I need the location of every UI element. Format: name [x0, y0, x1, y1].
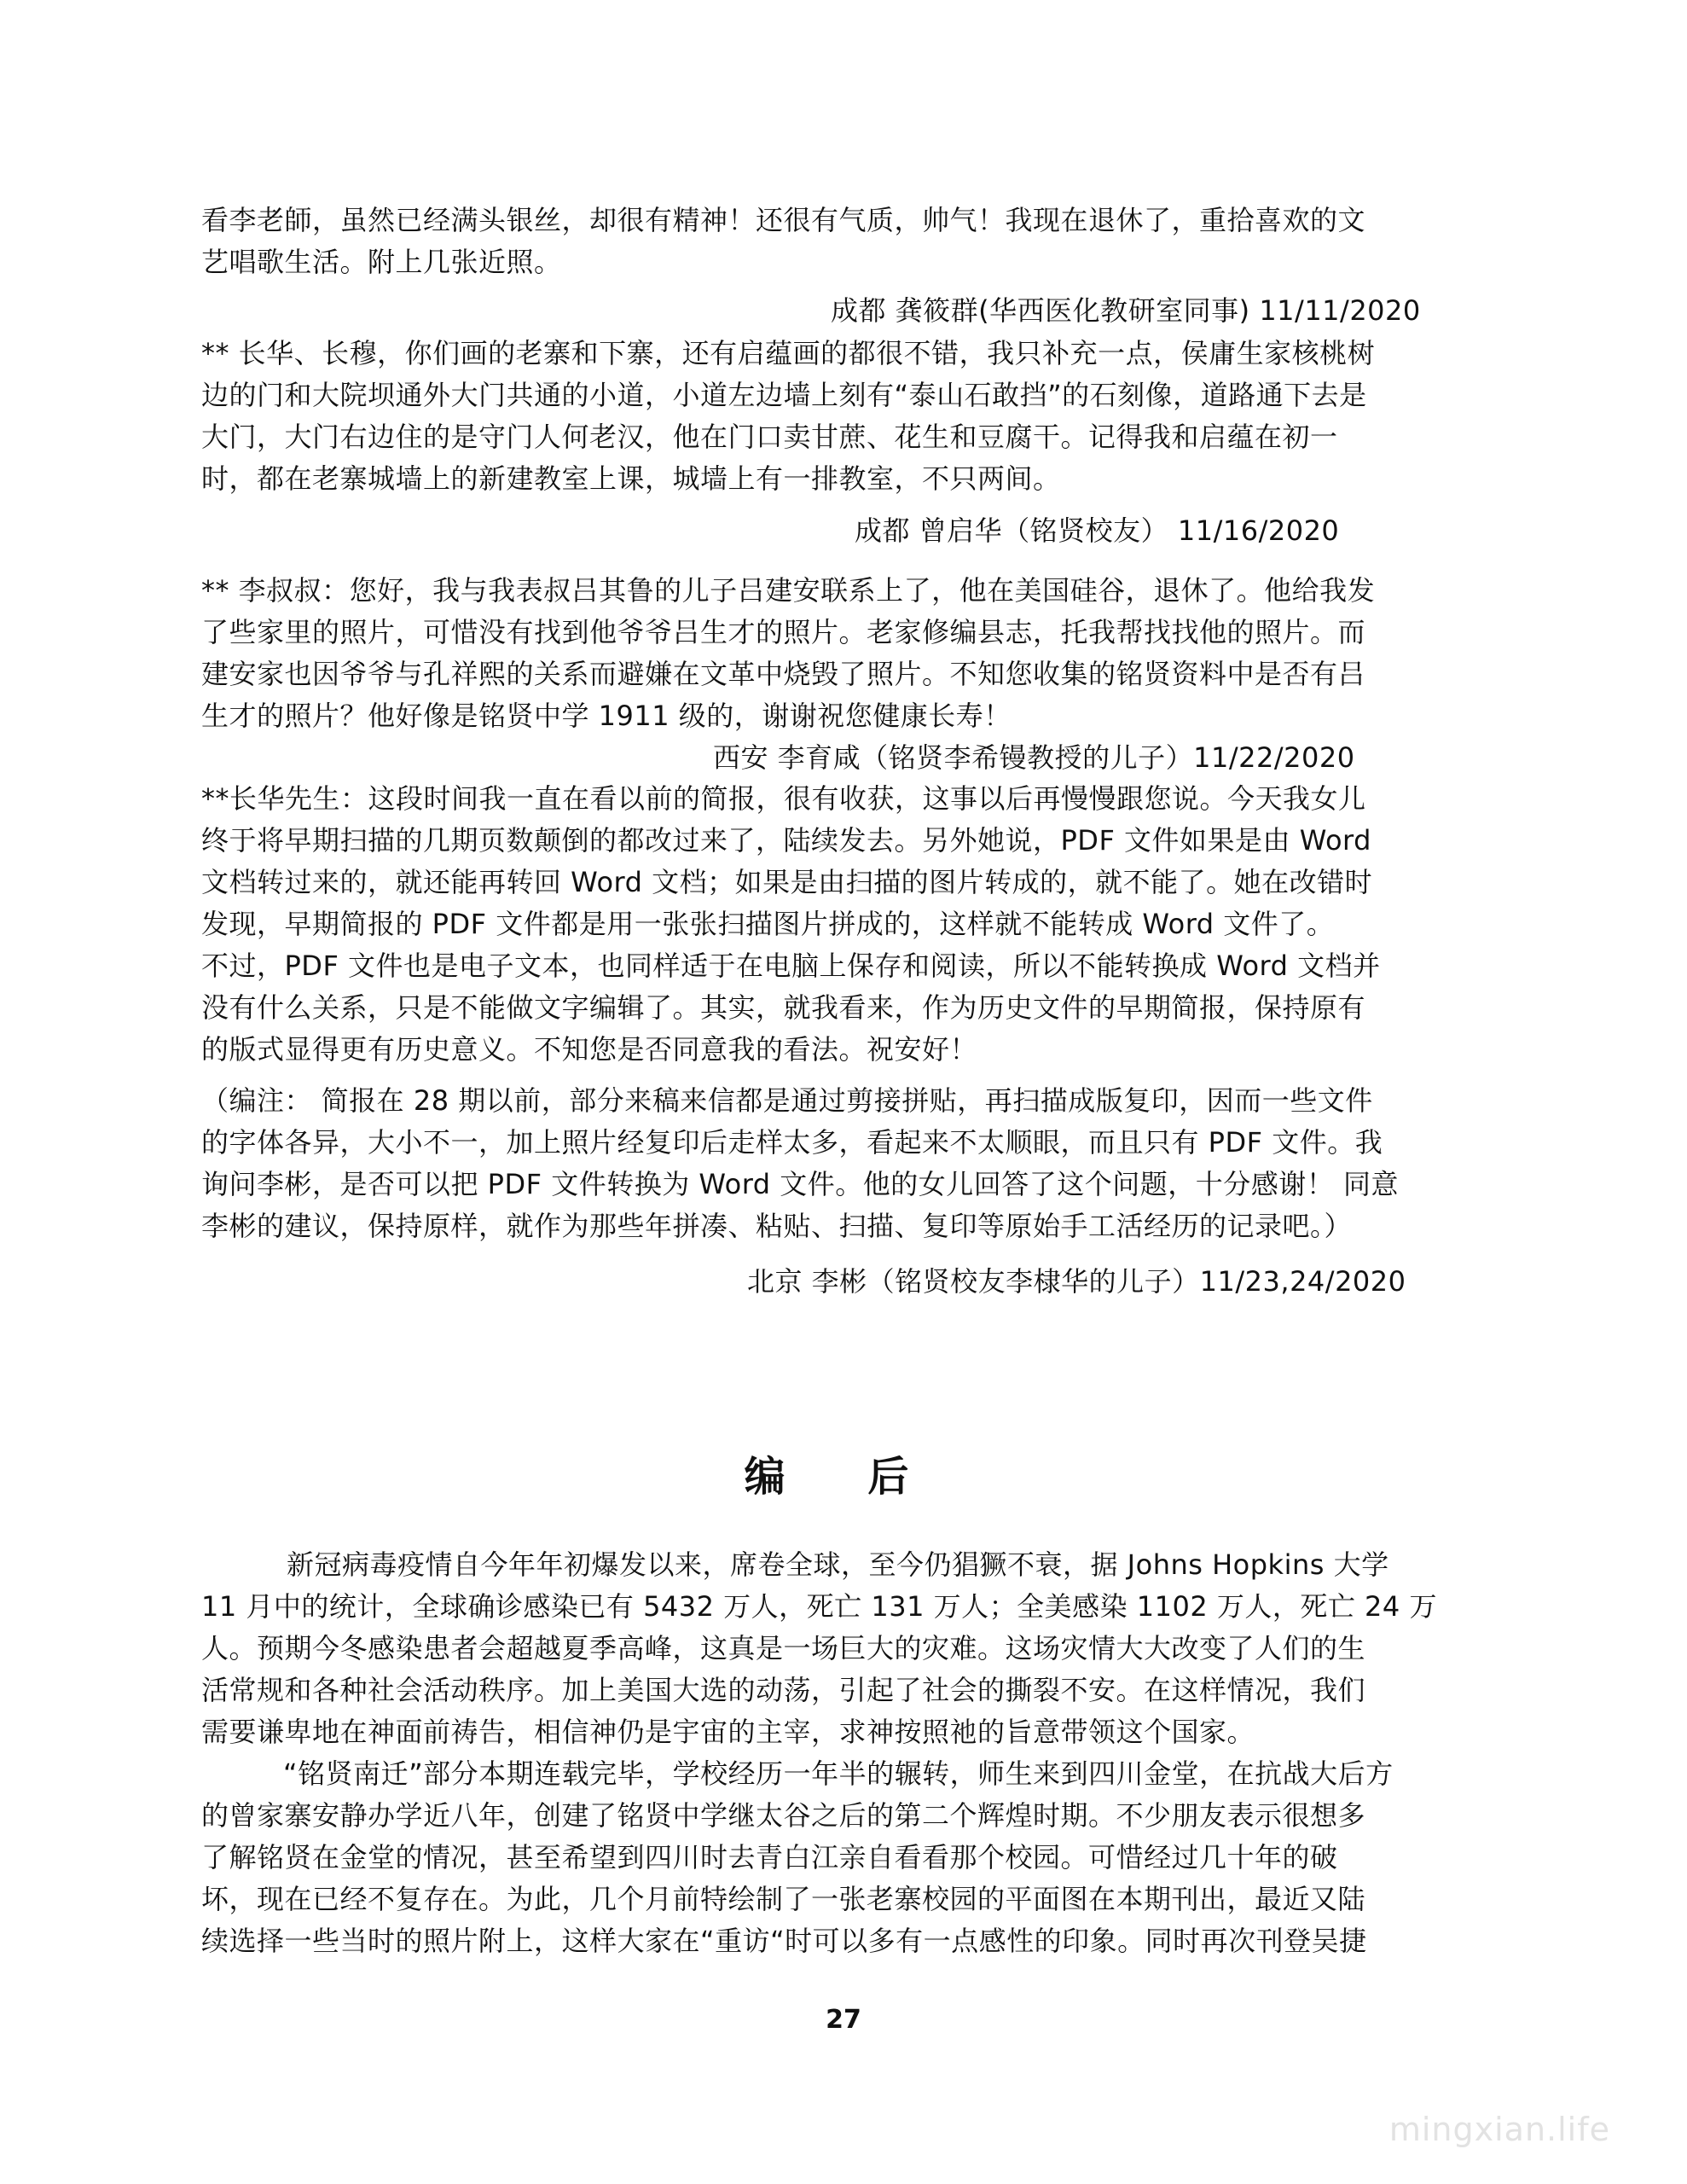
afterword-line: 了解铭贤在金堂的情况，甚至希望到四川时去青白江亲自看看那个校园。可惜经过几十年的破 [201, 1841, 1338, 1873]
afterword-body [201, 1544, 1481, 1962]
letter-4-body [201, 778, 1481, 1071]
afterword-title: 编 后 [744, 1453, 943, 1501]
letter-4-line: 文档转过来的，就还能再转回 Word 文档；如果是由扫描的图片转成的，就不能了。她在改错时 [201, 866, 1373, 898]
afterword-line: 的曾家寨安静办学近八年，创建了铭贤中学继太谷之后的第二个辉煌时期。不少朋友表示很想多 [201, 1799, 1366, 1832]
afterword-line: 人。预期今冬感染患者会超越夏季高峰，这真是一场巨大的灾难。这场灾情大大改变了人们的生 [201, 1632, 1366, 1664]
afterword-line: 新冠病毒疫情自今年年初爆发以来，席卷全球，至今仍猖獗不衰，据 Johns Hopkins 大学 [287, 1548, 1389, 1581]
afterword-line: 续选择一些当时的照片附上，这样大家在“重访“时可以多有一点感性的印象。同时再次刊登吴捷 [201, 1925, 1367, 1957]
editor-note-line: 李彬的建议，保持原样，就作为那些年拼凑、粘贴、扫描、复印等原始手工活经历的记录吧。） [201, 1210, 1353, 1242]
editor-note-line: 询问李彬，是否可以把 PDF 文件转换为 Word 文件。他的女儿回答了这个问题，十分感谢！ 同意 [201, 1168, 1399, 1200]
letter-4-line: 不过，PDF 文件也是电子文本，也同样适于在电脑上保存和阅读，所以不能转换成 Word 文档并 [201, 950, 1381, 982]
letter-2-line: 边的门和大院坝通外大门共通的小道，小道左边墙上刻有“泰山石敢挡”的石刻像，道路通下去是 [201, 379, 1367, 411]
afterword-line: “铭贤南迁”部分本期连载完毕，学校经历一年半的辗转，师生来到四川金堂，在抗战大后方 [283, 1757, 1394, 1790]
letter-4-line: 发现，早期简报的 PDF 文件都是用一张张扫描图片拼成的，这样就不能转成 Word 文件了。 [201, 908, 1335, 940]
letter-4-line: **长华先生：这段时间我一直在看以前的简报，很有收获，这事以后再慢慢跟您说。今天我女儿 [201, 782, 1366, 815]
watermark: mingxian.life [1388, 2111, 1610, 2148]
letter-2-signature: 成都 曾启华（铭贤校友） 11/16/2020 [855, 514, 1340, 547]
afterword-line: 活常规和各种社会活动秩序。加上美国大选的动荡，引起了社会的撕裂不安。在这样情况，我们 [201, 1674, 1366, 1706]
editor-note [201, 1080, 1498, 1247]
letter-3-line: 生才的照片？他好像是铭贤中学 1911 级的，谢谢祝您健康长寿！ [201, 700, 1012, 732]
editor-note-line: （编注： 简报在 28 期以前，部分来稿来信都是通过剪接拼贴，再扫描成版复印，因而一些文件 [201, 1084, 1373, 1117]
letter-1-line: 艺唱歌生活。附上几张近照。 [201, 246, 562, 278]
afterword-line: 坏，现在已经不复存在。为此，几个月前特绘制了一张老寨校园的平面图在本期刊出，最近又陆 [201, 1883, 1366, 1915]
letter-4-line: 的版式显得更有历史意义。不知您是否同意我的看法。祝安好！ [201, 1033, 978, 1066]
letter-3-line: ** 李叔叔：您好，我与我表叔吕其鲁的儿子吕建安联系上了，他在美国硅谷，退休了。他给我发 [201, 574, 1376, 607]
afterword-line: 需要谦卑地在神面前祷告，相信神仍是宇宙的主宰，求神按照祂的旨意带领这个国家。 [201, 1716, 1255, 1748]
letter-3-signature: 西安 李育咸（铭贤李希镘教授的儿子）11/22/2020 [713, 741, 1355, 774]
letter-1-body [201, 200, 1481, 283]
letter-3-line: 了些家里的照片，可惜没有找到他爷爷吕生才的照片。老家修编县志，托我帮找找他的照片。而 [201, 616, 1366, 648]
letter-1-line: 看李老師，虽然已经满头银丝，却很有精神！还很有气质，帅气！我现在退休了，重拾喜欢的文 [201, 204, 1366, 236]
letter-2-line: 大门，大门右边住的是守门人何老汉，他在门口卖甘蔗、花生和豆腐干。记得我和启蕴在初一 [201, 421, 1338, 453]
letter-3-line: 建安家也因爷爷与孔祥熙的关系而避嫌在文革中烧毁了照片。不知您收集的铭贤资料中是否有吕 [201, 658, 1366, 690]
page-number: 27 [826, 2005, 861, 2035]
letter-4-line: 终于将早期扫描的几期页数颠倒的都改过来了，陆续发去。另外她说，PDF 文件如果是由 Word [201, 824, 1371, 857]
letter-2-body [201, 333, 1481, 500]
letter-2-line: 时，都在老寨城墙上的新建教室上课，城墙上有一排教室，不只两间。 [201, 462, 1061, 495]
letter-2-line: ** 长华、长穆，你们画的老寨和下寨，还有启蕴画的都很不错，我只补充一点，侯庸生家核桃树 [201, 337, 1376, 369]
letter-4-line: 没有什么关系，只是不能做文字编辑了。其实，就我看来，作为历史文件的早期简报，保持原有 [201, 991, 1366, 1024]
editor-note-signature: 北京 李彬（铭贤校友李棣华的儿子）11/23,24/2020 [747, 1265, 1406, 1298]
letter-1-signature: 成都 龚筱群(华西医化教研室同事) 11/11/2020 [831, 294, 1421, 327]
editor-note-line: 的字体各异，大小不一，加上照片经复印后走样太多，看起来不太顺眼，而且只有 PDF 文件。我 [201, 1126, 1383, 1159]
letter-3-body [201, 570, 1481, 737]
afterword-line: 11 月中的统计，全球确诊感染已有 5432 万人，死亡 131 万人；全美感染 1102 万人，死亡 24 万 [201, 1590, 1437, 1623]
